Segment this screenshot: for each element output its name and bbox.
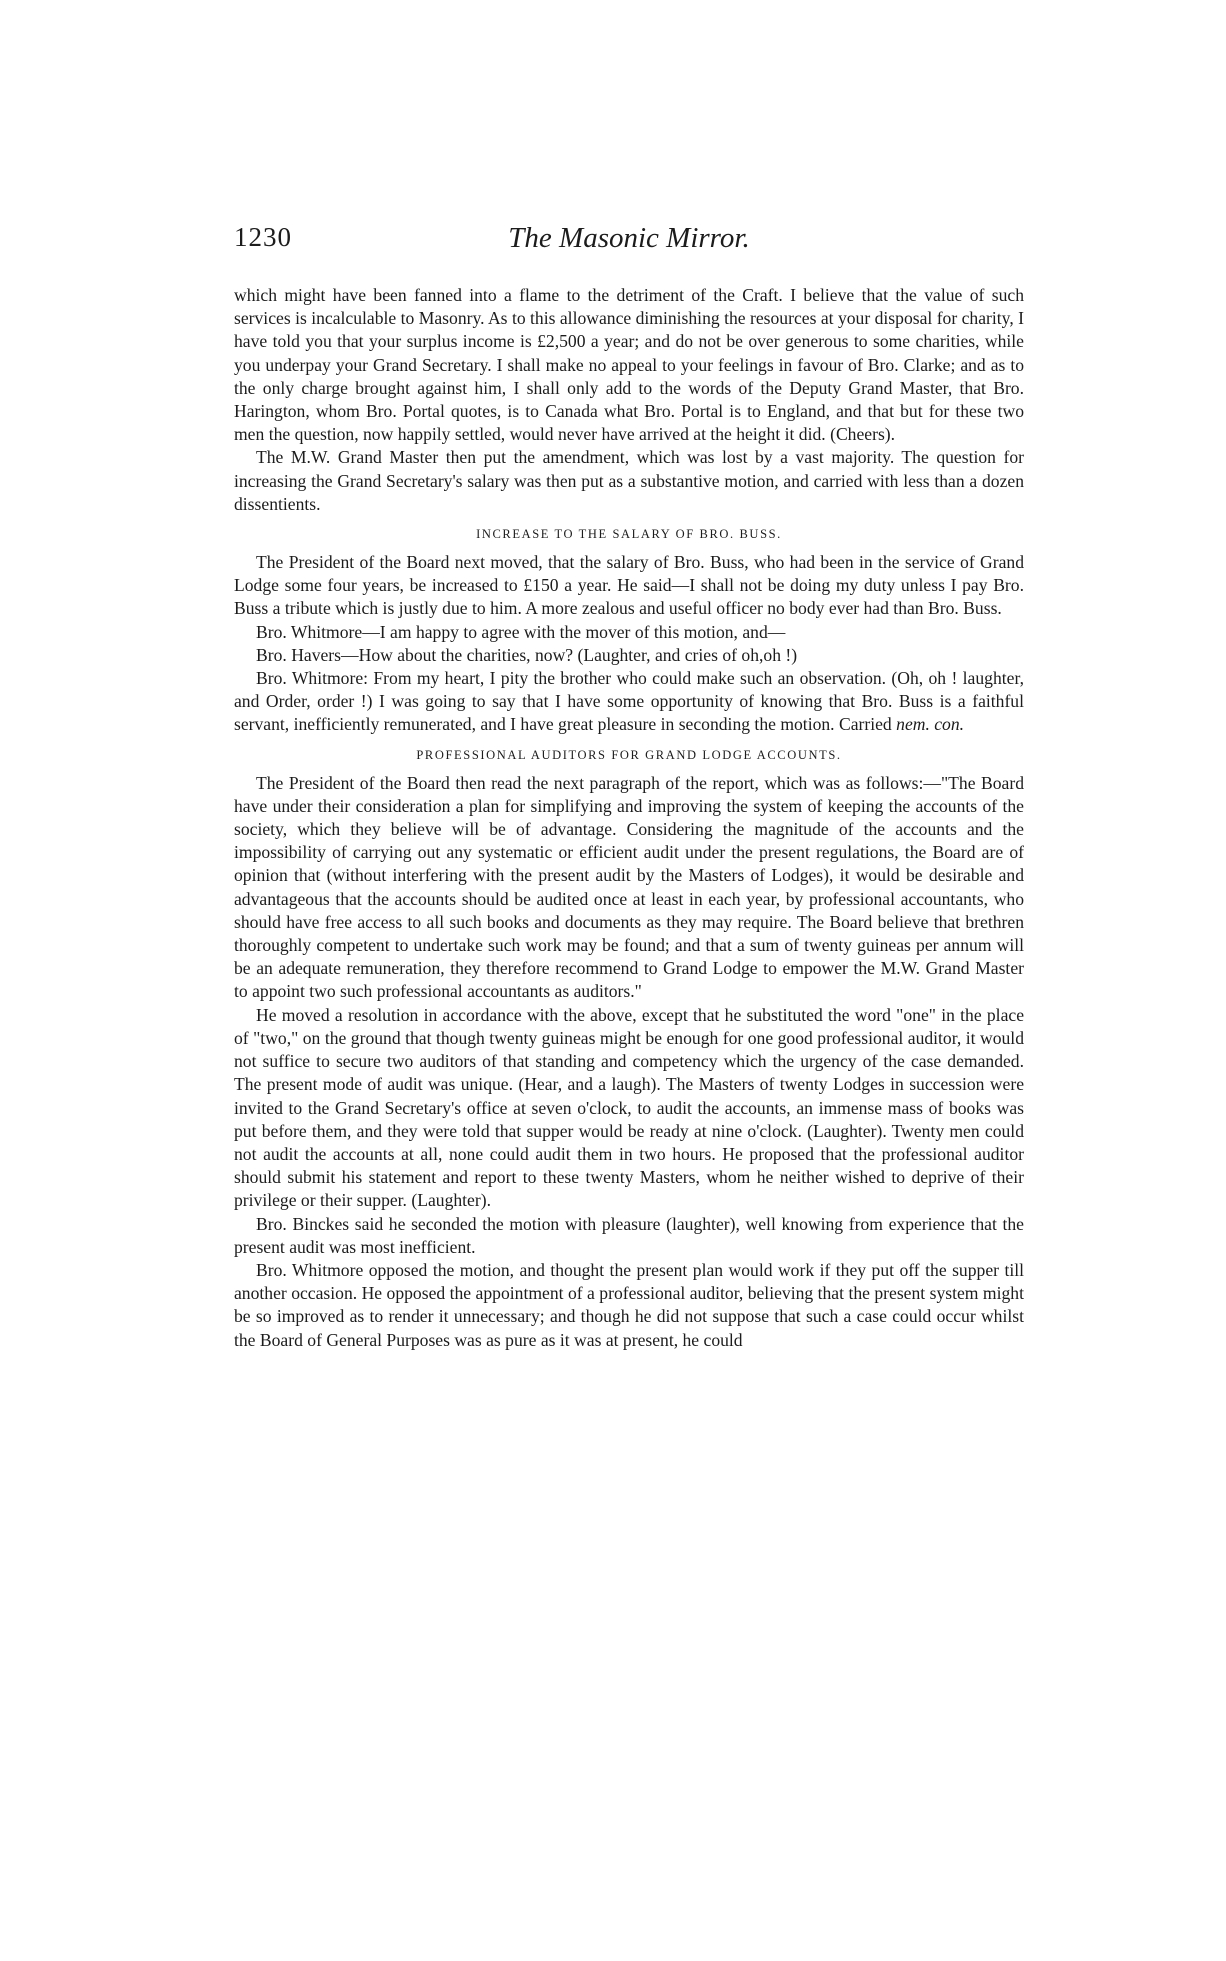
paragraph-8: He moved a resolution in accordance with the above, except that he substituted the word "one" in the place of "two," on the ground that though twenty guineas might be enough for one good professional auditor, it would not suffice to secure two auditors of that standing and competency which the urgency of the case demanded. The present mode of audit was unique. (Hear, and a laugh). The Masters of twenty Lodges in succession were invited to the Grand Secretary's office at seven o'clock, to audit the accounts, an immense mass of books was put before them, and they were told that supper would be ready at nine o'clock. (Laughter). Twenty men could not audit the accounts at all, none could audit them in two hours. He proposed that the professional auditor should submit his statement and report to these twenty Masters, whom he neither wished to deprive of their privilege or their supper. (Laughter). xyxy=(234,1004,1024,1211)
paragraph-6 xyxy=(234,667,1024,737)
paragraph-1: which might have been fanned into a flame to the detriment of the Craft. I believe that the value of such services is incalculable to Masonry. As to this allowance diminishing the resources at your disposal for charity, I have told you that your surplus income is £2,500 a year; and do not be over generous to some charities, while you underpay your Grand Secretary. I shall make no appeal to your feelings in favour of Bro. Clarke; and as to the only charge brought against him, I shall only add to the words of the Deputy Grand Master, that Bro. Harington, whom Bro. Portal quotes, is to Canada what Bro. Portal is to England, and that but for these two men the question, now happily settled, would never have arrived at the height it did. (Cheers). xyxy=(234,285,1024,445)
section-heading-salary: INCREASE TO THE SALARY OF BRO. BUSS. xyxy=(476,527,782,542)
paragraph-7: The President of the Board then read the next paragraph of the report, which was as follows:—"The Board have under their consideration a plan for simplifying and improving the system of keeping the accounts of the society, which they believe will be of advantage. Considering the magnitude of the accounts and the impossibility of carrying out any systematic or efficient audit under the present regulations, the Board are of opinion that (without interfering with the present audit by the Masters of Lodges), it would be desirable and advantageous that the accounts should be audited once at least in each year, by professional accountants, who should have free access to all such books and documents as they may require. The Board believe that brethren thoroughly competent to undertake such work may be found; and that a sum of twenty guineas per annum will be an adequate remuneration, they therefore recommend to Grand Lodge to empower the M.W. Grand Master to appoint two such professional accountants as auditors." xyxy=(234,772,1024,1002)
running-head xyxy=(234,222,1024,262)
section-heading-auditors: PROFESSIONAL AUDITORS FOR GRAND LODGE ACCOUNTS. xyxy=(416,747,842,762)
paragraph-2: The M.W. Grand Master then put the amendment, which was lost by a vast majority. The question for increasing the Grand Secretary's salary was then put as a substantive motion, and carried with less than a dozen dissentients. xyxy=(234,447,1024,514)
paragraph-6-text: Bro. Whitmore: From my heart, I pity the brother who could make such an observation. (Oh, oh ! laughter, and Order, order !) I was going to say that I have some opportunity of knowing that Bro. Buss is a faithful servant, inefficiently remunerated, and I have great pleasure in seconding the motion. Carried xyxy=(234,668,1024,735)
paragraph-5: Bro. Havers—How about the charities, now? (Laughter, and cries of oh,oh !) xyxy=(256,644,798,665)
book-page xyxy=(234,222,1024,1352)
paragraph-4: Bro. Whitmore—I am happy to agree with the mover of this motion, and— xyxy=(256,621,786,642)
paragraph-10: Bro. Whitmore opposed the motion, and thought the present plan would work if they put off the supper till another occasion. He opposed the appointment of a professional auditor, believing that the present system might be so improved as to render it unnecessary; and though he did not suppose that such a case could occur whilst the Board of General Purposes was as pure as it was at present, he could xyxy=(234,1259,1024,1350)
paragraph-3: The President of the Board next moved, that the salary of Bro. Buss, who had been in the service of Grand Lodge some four years, be increased to £150 a year. He said—I shall not be doing my duty unless I pay Bro. Buss a tribute which is justly due to him. A more zealous and useful officer no body ever had than Bro. Buss. xyxy=(234,552,1024,619)
page-number: 1230 xyxy=(234,222,292,252)
paragraph-6-italic: nem. con. xyxy=(896,714,965,735)
paragraph-9: Bro. Binckes said he seconded the motion with pleasure (laughter), well knowing from experience that the present audit was most inefficient. xyxy=(234,1213,1024,1257)
journal-title: The Masonic Mirror. xyxy=(508,222,750,254)
